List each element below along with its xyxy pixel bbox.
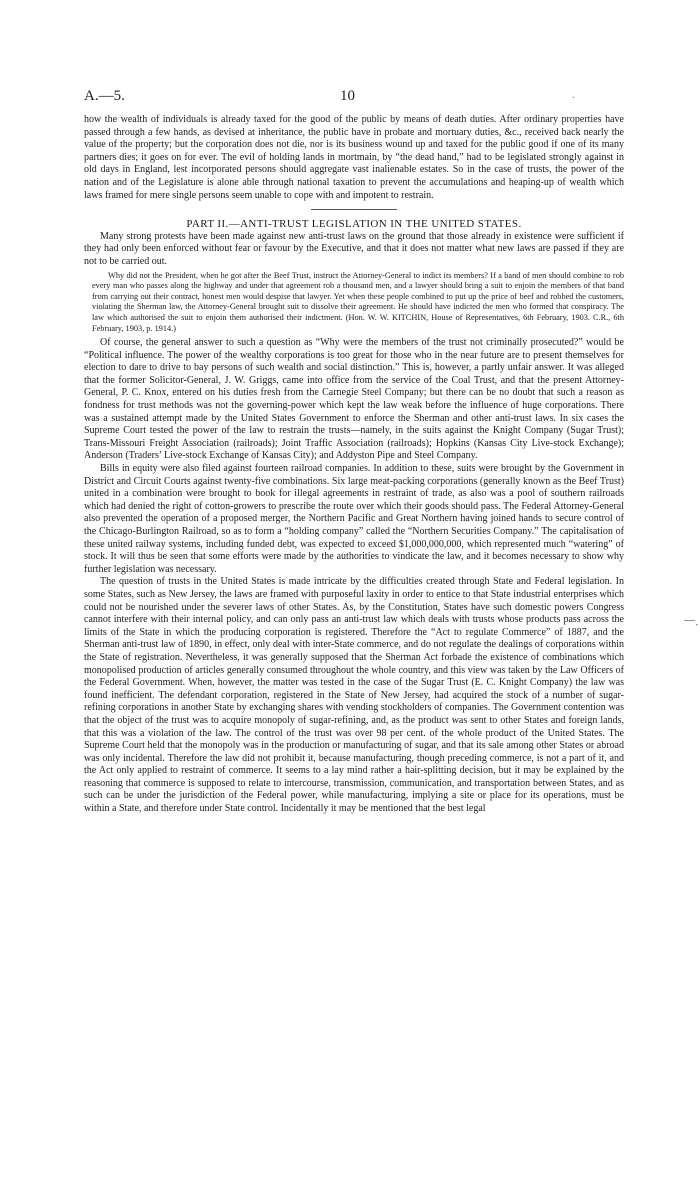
header-dot: .	[572, 90, 575, 101]
paragraph-death-duties: how the wealth of individuals is already taxed for the good of the public by means of death duties. After ordinary properties have passed through a few hands, as devised at inheritance, the public have in probate and mortuary duties, &c., received back nearly the value of the property; but the corporation does not die, nor is its business wound up and taxed for the public good if one of its many partners dies; it goes on for ever. The evil of holding lands in mortmain, by “the dead hand,” had to be legislated strongly against in old days in England, lest incorporated persons should aggregate vast inalienable estates. So in the case of trusts, the power of the nation and of the Legislature is alone able through national taxation to prevent the accumulations and heaping-up of wealth which laws framed for mere single persons seem unable to cope with and impotent to restrain.	[84, 114, 624, 201]
paragraph-political-influence: Of course, the general answer to such a question as “Why were the members of the trust not criminally prosecuted?” would be “Political influence. The power of the wealthy corporations is too great for those who in the near future are to present themselves for election to dare to drive to bay persons of such wealth and social distinction.” This is, however, a partly unfair answer. It was alleged that the former Solicitor-General, J. W. Griggs, came into office from the service of the Coal Trust, and that the present Attorney-General, P. C. Knox, entered on his duties fresh from the Carnegie Steel Company; but there can be no doubt that such a reason as fondness for trust methods was not the governing-power which kept the law weak before the influence of huge corporations. There was a sustained attempt made by the United States Government to enforce the Sherman and other anti-trust laws. In six cases the Supreme Court tested the power of the law to restrain the trusts—namely, in the suits against the Knight Company (Sugar Trust); Trans-Missouri Freight Association (railroads); Joint Traffic Association (railroads); Hopkins (Kansas City Live-stock Exchange); Anderson (Traders’ Live-stock Exchange of Kansas City); and Addyston Pipe and Steel Company.	[84, 337, 624, 462]
document-reference: A.—5.	[84, 88, 125, 104]
paragraph-state-federal: The question of trusts in the United States is made intricate by the difficulties created through State and Federal legislation. In some States, such as New Jersey, the laws are framed with purposeful laxity in order to entice to that State industrial enterprises which could not be nourished under the severer laws of other States. As, by the Constitution, States have such domestic powers Congress cannot interfere with their internal policy, and can only pass an anti-trust law which deals with trusts whose products pass across the limits of the State in which the producing corporation is registered. Therefore the “Act to regulate Commerce” of 1887, and the Sherman anti-trust law of 1890, in effect, only deal with inter-State commerce, and do not regulate the dealings of corporations within the State of registration. Nevertheless, it was generally supposed that the Sherman Act forbade the existence of combinations which monopolised production of articles generally consumed throughout the whole country, and this view was taken by the Law Officers of the Federal Government. When, however, the matter was tested in the case of the Sugar Trust (E. C. Knight Company) the law was found inefficient. The defendant corporation, registered in the State of New Jersey, had acquired the stock of a number of sugar-refining corporations in another State by exchanging shares with vending stockholders of companies. The Government contention was that the object of the trust was to acquire monopoly of sugar-refining, and, as the product was sent to other States and foreign lands, that this was a violation of the law. The control of the trust was over 98 per cent. of the whole product of the United States. The Supreme Court held that the monopoly was in the production or manufacturing of sugar, and that its sale among other States or abroad was only incidental. Therefore the law did not prohibit it, because manufacturing, though preceding commerce, is not a part of it, and the Act only applied to restraint of commerce. It seems to a lay mind rather a hair-splitting decision, but it may be explained by the reasoning that commerce is supposed to relate to intercourse, transmission, communication, and transportation between States, and as such can be under the jurisdiction of the Federal power, while manufacturing, implying a site or place for its operations, must be within a State, and therefore under State control. Incidentally it may be mentioned that the best legal	[84, 576, 624, 815]
paragraph-protests: Many strong protests have been made against new anti-trust laws on the ground that those already in existence were sufficient if they had only been enforced without fear or favour by the Executive, and that it does not matter what new laws are passed if they are not to be carried out.	[84, 230, 624, 267]
section-divider	[311, 209, 397, 210]
part-title: PART II.—ANTI-TRUST LEGISLATION IN THE UNITED STATES.	[186, 218, 522, 231]
margin-mark: —ˎ	[684, 614, 699, 626]
quotation-kitchin: Why did not the President, when he got after the Beef Trust, instruct the Attorney-General to indict its members? If a band of men should combine to rob every man who passes along the highway and under that agreement rob a thousand men, and a lawyer should bring a suit to enjoin the members of that band from carrying out their contract, honest men would despise that lawyer. Yet when these people combined to put up the price of beef and robbed the customers, violating the Sherman law, the Attorney-General brought suit to dissolve their agreement. He should have indicted the men who formed that conspiracy. The law which authorised the suit to enjoin them authorised their indictment. (Hon. W. W. KITCHIN, House of Representatives, 6th February, 1903. C.R., 6th February, 1903, p. 1914.)	[92, 270, 624, 333]
body-text	[84, 114, 624, 816]
paragraph-bills-in-equity: Bills in equity were also filed against fourteen railroad companies. In addition to these, suits were brought by the Government in District and Circuit Courts against twenty-five combinations. Six large meat-packing corporations (generally known as the Beef Trust) united in a combination were brought to book for illegal agreements in restraint of trade, as also was a pool of southern railroads which had denied the right of cotton-growers to prescribe the route over which their goods should pass. The Federal Attorney-General also prevented the operation of a proposed merger, the Northern Pacific and Great Northern having joined hands to secure control of the Chicago-Burlington Railroad, so as to form a “holding company” called the “Northern Securities Company.” The capitalisation of these united railway systems, including funded debt, was expected to exceed $1,000,000,000, which represented much “watering” of stock. It will thus be seen that some efforts were made by the authorities to vindicate the law, and it becomes necessary to show why further legislation was necessary.	[84, 463, 624, 575]
page-number: 10	[340, 88, 355, 104]
page-header	[84, 88, 584, 108]
